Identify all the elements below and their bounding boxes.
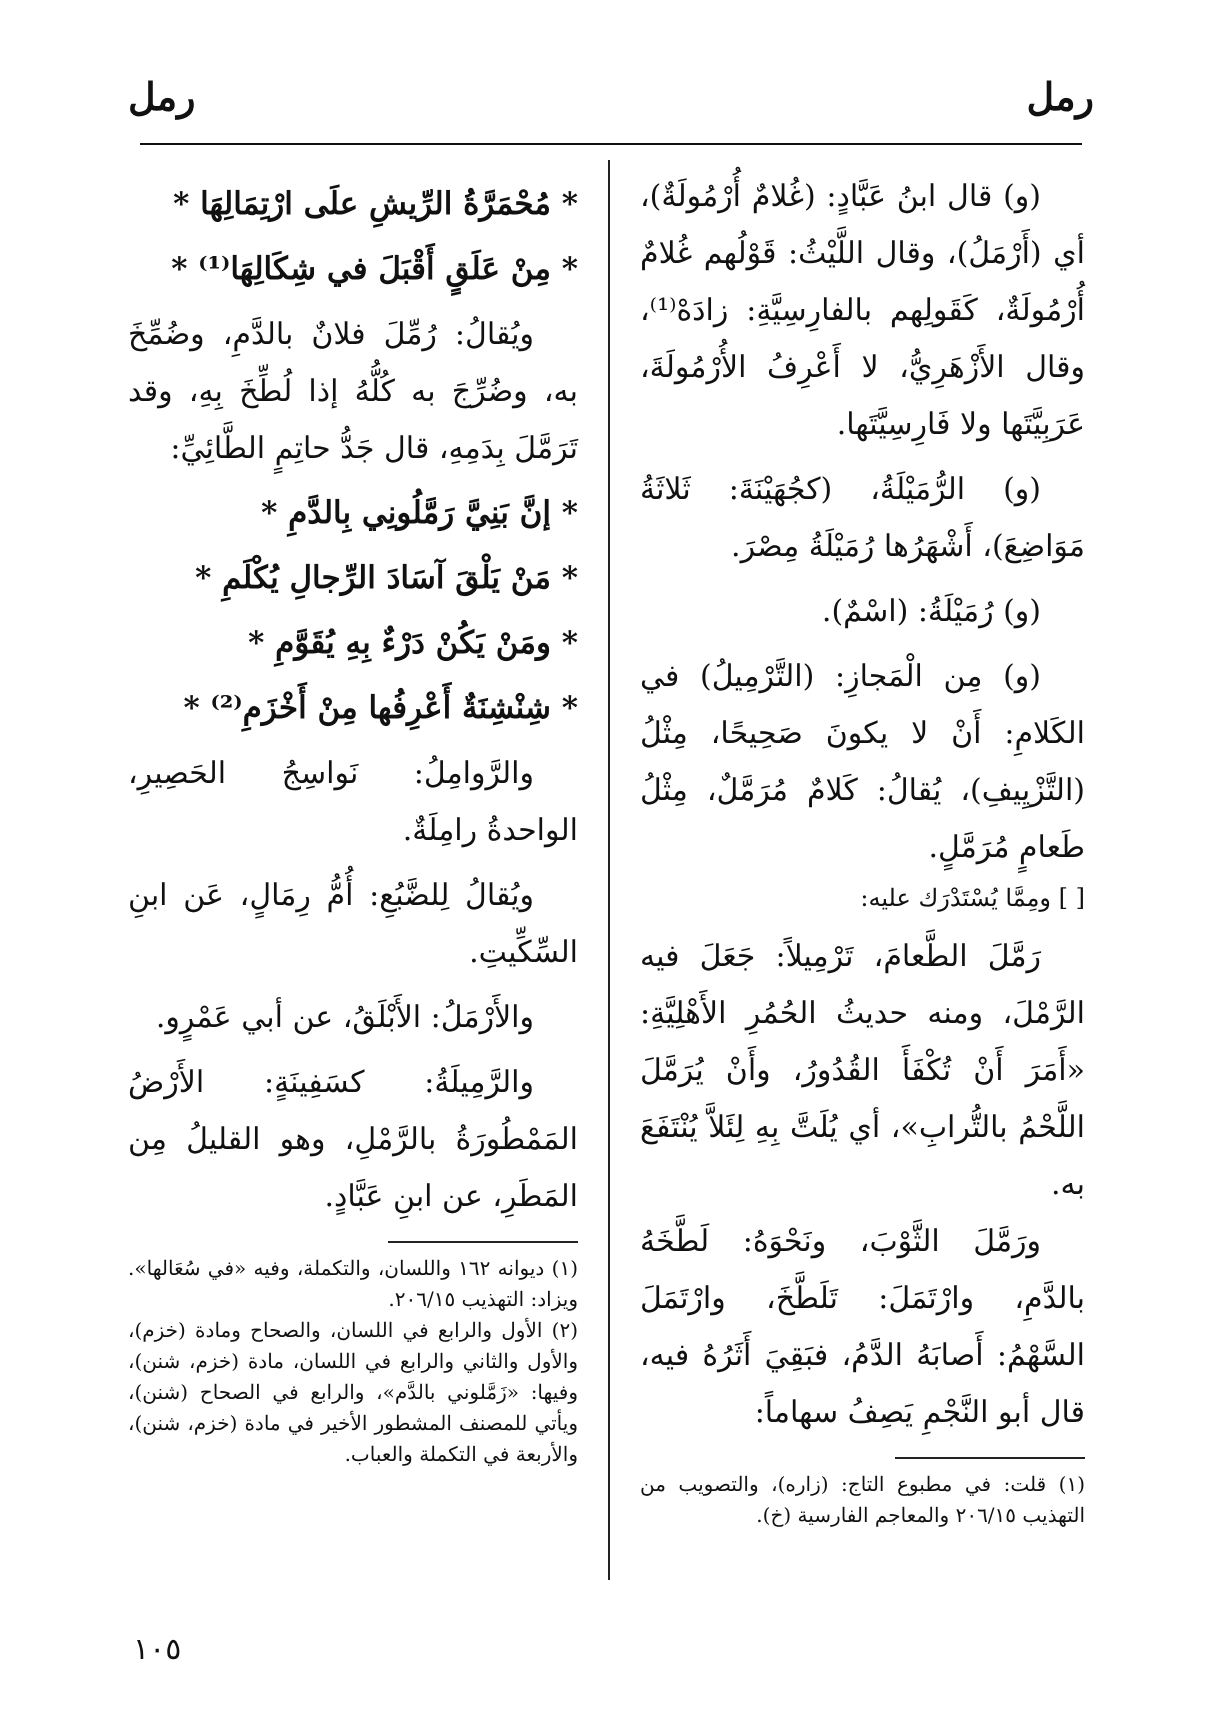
entry-paragraph: (و) الرُّمَيْلَةُ، (كجُهَيْنَةَ: ثَلاثَةُ مَوَاضِعَ)، أَشْهَرُها رُمَيْلَةُ مِصْرَ. bbox=[640, 472, 1085, 564]
supplement-heading: [ ] ومِمَّا يُسْتَدْرَك عليه: bbox=[860, 884, 1085, 912]
footnote: (١) قلت: في مطبوع التاج: (زاره)، والتصويب من التهذيب ٢٠٦/١٥ والمعاجم الفارسية (خ). bbox=[640, 1472, 1085, 1527]
footnote-rule bbox=[895, 1457, 1085, 1459]
header-left-word: رمل bbox=[128, 74, 196, 119]
entry-paragraph: ورَمَّلَ الثَّوْبَ، ونَحْوَهُ: لَطَّخَهُ بالدَّمِ، وارْتَمَلَ: تَلَطَّخَ، وارْتَمَلَ السَّهْمُ: أَصابَهُ الدَّمُ، فبَقِيَ أَثَرُهُ فيه، قال أبو النَّجْمِ يَصِفُ سهاماً: bbox=[640, 1224, 1085, 1430]
entry-paragraph: ويُقالُ لِلضَّبُعِ: أُمُّ رِمَالٍ، عَن ابنِ السِّكِّيتِ. bbox=[128, 878, 578, 970]
footnote: (١) ديوانه ١٦٢ واللسان، والتكملة، وفيه «في سُعَالها». ويزاد: التهذيب ٢٠٦/١٥. bbox=[128, 1256, 578, 1311]
right-column bbox=[640, 168, 1085, 1531]
verse-line: * مِنْ عَلَقٍ أَقْبَلَ في شِكَالِهَا⁽¹⁾ * bbox=[171, 251, 578, 287]
header-right-word: رمل bbox=[1026, 74, 1094, 119]
entry-paragraph: والأَرْمَلُ: الأَبْلَقُ، عن أبي عَمْرٍو. bbox=[155, 1000, 534, 1035]
entry-paragraph: والرَّمِيلَةُ: كسَفِينَةٍ: الأَرْضُ المَمْطُورَةُ بالرَّمْلِ، وهو القليلُ مِن المَطَرِ، عن ابنِ عَبَّادٍ. bbox=[128, 1065, 578, 1214]
entry-paragraph: (و) رُمَيْلَةُ: (اسْمٌ). bbox=[821, 594, 1041, 629]
verse-line: * ومَنْ يَكُنْ دَرْءٌ بِهِ يُقَوَّمِ * bbox=[248, 625, 578, 661]
column-divider bbox=[608, 160, 610, 1580]
verse-line: * مُحْمَرَّةُ الرِّيشِ علَى ارْتِمَالِهَا * bbox=[173, 186, 578, 222]
entry-paragraph: ويُقالُ: رُمِّلَ فلانٌ بالدَّمِ، وضُمِّخَ به، وضُرِّجَ به كُلُّهُ إذا لُطِّخَ بِهِ، وقد تَرَمَّلَ بِدَمِهِ، قال جَدُّ حاتِمٍ الطَّائِيِّ: bbox=[128, 317, 578, 466]
verse-line: * مَنْ يَلْقَ آسَادَ الرِّجالِ يُكْلَمِ * bbox=[195, 560, 578, 596]
entry-paragraph: (و) مِن الْمَجازِ: (التَّرْمِيلُ) في الكَلامِ: أَنْ لا يكونَ صَحِيحًا، مِثْلُ (التَّزْيِيفِ)، يُقالُ: كَلامٌ مُرَمَّلٌ، مِثْلُ طَعامٍ مُرَمَّلٍ. bbox=[640, 659, 1085, 865]
footnote-rule bbox=[388, 1241, 578, 1243]
page-number: ١٠٥ bbox=[133, 1632, 182, 1667]
entry-paragraph: والرَّوامِلُ: نَواسِجُ الحَصِيرِ، الواحدةُ رامِلَةٌ. bbox=[128, 756, 578, 848]
verse-line: * إنَّ بَنِيَّ رَمَّلُونِي بِالدَّمِ * bbox=[261, 495, 578, 531]
left-column bbox=[128, 168, 578, 1470]
verse-line: * شِنْشِنَةٌ أَعْرِفُها مِنْ أَخْزَمِ⁽²⁾ * bbox=[183, 690, 578, 726]
footnote: (٢) الأول والرابع في اللسان، والصحاح ومادة (خزم)، والأول والثاني والرابع في اللسان، مادة (خزم، شنن)، وفيها: «زَمَّلوني بالدَّم»، والرابع في الصحاح (شنن)، ويأتي للمصنف المشطور الأخير في مادة (خزم، شنن)، والأربعة في التكملة والعباب. bbox=[128, 1318, 579, 1466]
entry-paragraph: رَمَّلَ الطَّعامَ، تَرْمِيلاً: جَعَلَ فيه الرَّمْلَ، ومنه حديثُ الحُمُرِ الأَهْلِيَّةِ: «أَمَرَ أَنْ تُكْفَأَ القُدُورُ، وأَنْ يُرَمَّلَ اللَّحْمُ بالتُّرابِ»، أي يُلَتَّ بِهِ لِئَلاَّ يُنْتَفَعَ به. bbox=[640, 939, 1085, 1202]
header-rule bbox=[140, 143, 1082, 145]
entry-paragraph: (و) قال ابنُ عَبَّادٍ: (غُلامٌ أُرْمُولَةٌ)، أي (أَرْمَلُ)، وقال اللَّيْثُ: قَوْلُهم غُلامٌ أُرْمُولَةٌ، كَقَولِهم بالفارِسِيَّةِ: زادَهْ⁽¹⁾، وقال الأَزْهَرِيُّ، لا أَعْرِفُ الأُرْمُولَةَ، عَرَبِيَّتَها ولا فَارِسِيَّتَها. bbox=[640, 179, 1085, 442]
